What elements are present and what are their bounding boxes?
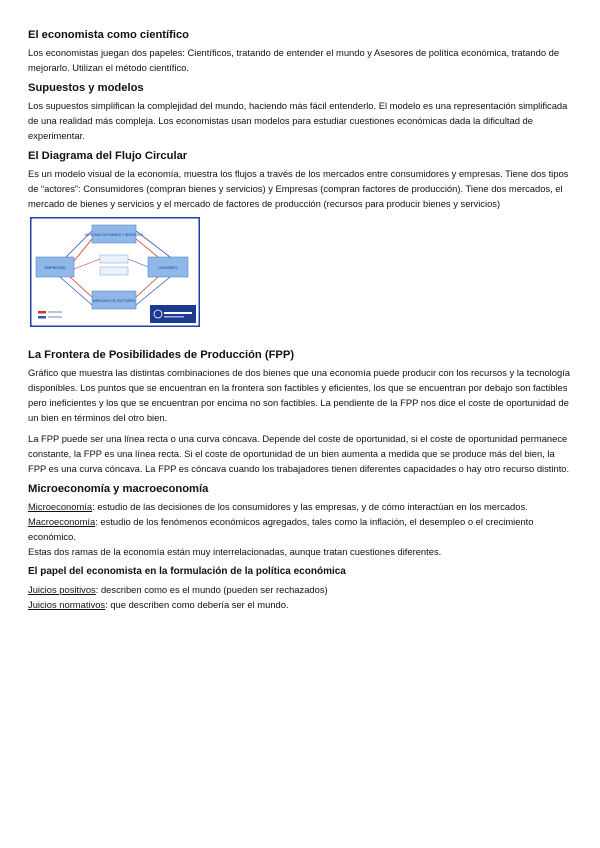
- section-body: Los supuestos simplifican la complejidad del mundo, haciendo más fácil entenderlo. El modelo es una representación simplificada de una realidad más compleja. Los economistas usan modelos para estudiar cuestiones económicas dada la dificultad de experimentar.: [28, 100, 568, 141]
- micro-def: : estudio de las decisiones de los consumidores y las empresas, y de cómo interactúan en los mercados.: [92, 501, 528, 512]
- section-closing: Estas dos ramas de la economía están muy interrelacionadas, aunque tratan cuestiones diferentes.: [28, 546, 442, 557]
- document-page: [28, 28, 572, 618]
- macro-def: : estudio de los fenómenos económicos agregados, tales como la inflación, el desempleo o el crecimiento económico.: [28, 516, 534, 542]
- macro-definition: [28, 514, 572, 544]
- section-title: Supuestos y modelos: [28, 82, 144, 94]
- macro-term: Macroeconomía: [28, 516, 96, 527]
- section-ppf: [28, 348, 572, 476]
- section-title: Microeconomía y macroeconomía: [28, 483, 209, 495]
- micro-term: Microeconomía: [28, 501, 93, 512]
- section-body: Es un modelo visual de la economía, muestra los flujos a través de los mercados entre consumidores y empresas. Tiene dos tipos de “actores”: Consumidores (compran bienes y servicios) y Empresas (compran factores de producción). Tiene dos mercados, el mercado de bienes y servicios y el mercado de factores de producción (recursos para producir bienes y servicios): [28, 168, 569, 209]
- section-body: La FPP puede ser una línea recta o una curva cóncava. Depende del coste de oportunidad, si el coste de oportunidad permanece constante, la FPP es una línea recta. Si el coste de oportunidad de un bien aumenta a medida que se produce más del bien, la FPP es una curva cóncava. La FPP es cóncava cuando los trabajadores tienen diferentes capacidades o hay otro recurso distinto.: [28, 433, 570, 474]
- positive-term: Juicios positivos: [28, 584, 96, 595]
- diagram-box-goods-market: MERCADO DE BIENES Y SERVICIOS: [84, 233, 144, 237]
- diagram-box-firms: EMPRESAS: [44, 266, 66, 270]
- section-circular-flow: [28, 149, 572, 342]
- section-economist-scientist: [28, 28, 572, 75]
- section-title: La Frontera de Posibilidades de Producción (FPP): [28, 349, 295, 361]
- section-title: El Diagrama del Flujo Circular: [28, 150, 188, 162]
- diagram-box-factor-market: MERCADO DE FACTORES: [92, 299, 136, 303]
- normative-judgments: [28, 597, 572, 612]
- normative-term: Juicios normativos: [28, 599, 106, 610]
- section-economist-policy: [28, 565, 572, 612]
- normative-def: : que describen como debería ser el mundo.: [105, 599, 289, 610]
- section-body: Gráfico que muestra las distintas combinaciones de dos bienes que una economía puede producir con los recursos y la tecnología disponibles. Los puntos que se encuentran en la frontera son factibles y eficientes, los que se encuentran por debajo son factibles pero ineficientes y los que se encuentran por encima no son factibles. La pendiente de la FPP nos dice el coste de oportunidad de un bien en términos del otro bien.: [28, 367, 570, 423]
- positive-def: : describen como es el mundo (pueden ser rechazados): [95, 584, 328, 595]
- positive-judgments: [28, 582, 572, 597]
- section-title: El economista como científico: [28, 29, 190, 41]
- micro-definition: [28, 499, 572, 514]
- section-title: El papel del economista en la formulación de la política económica: [28, 566, 346, 577]
- diagram-box-households: HOGARES: [158, 266, 178, 270]
- section-body: Los economistas juegan dos papeles: Científicos, tratando de entender el mundo y Asesores de política económica, tratando de mejorarlo. Utilizan el método científico.: [28, 47, 560, 73]
- circular-flow-diagram-image: [30, 217, 200, 327]
- section-micro-macro: [28, 482, 572, 559]
- section-assumptions-models: [28, 81, 572, 143]
